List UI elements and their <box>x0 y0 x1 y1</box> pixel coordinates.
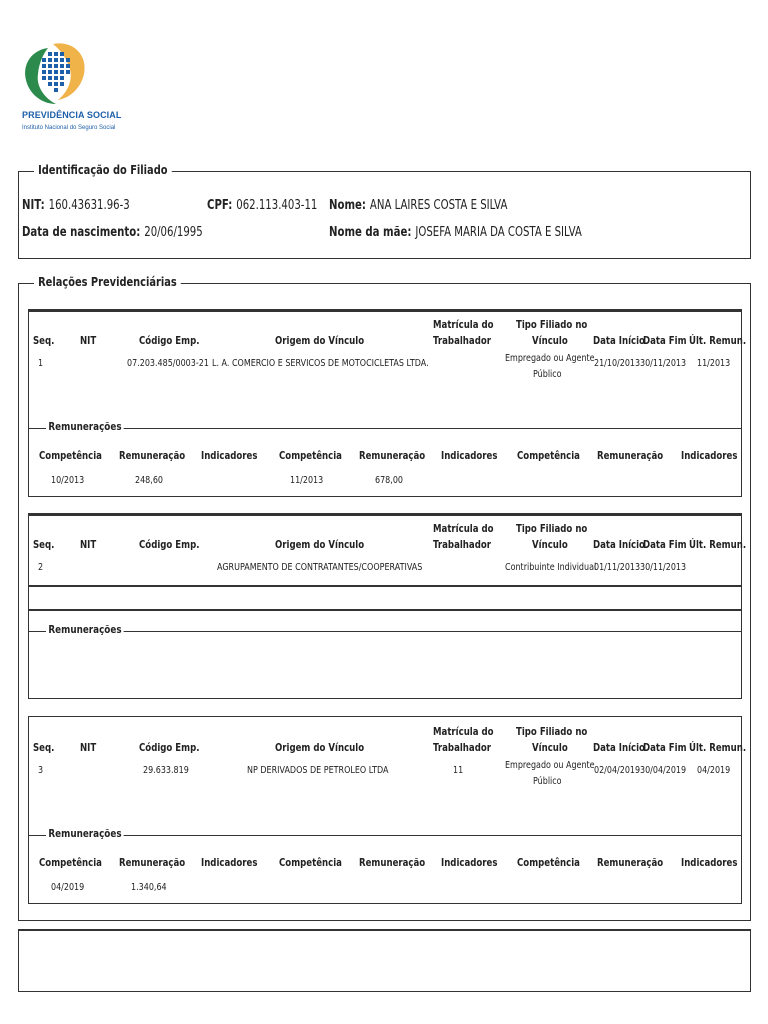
header-codigo: Código Emp. <box>139 538 200 551</box>
header-fim: Data Fim <box>643 741 687 754</box>
header-nit: NIT <box>80 741 97 754</box>
footer-box <box>18 929 751 992</box>
header-fim: Data Fim <box>643 538 687 551</box>
vinculo-record-3 <box>28 716 747 904</box>
rem-comp: 10/2013 <box>51 475 85 486</box>
rem-header-comp-1: Competência <box>39 856 102 869</box>
header-matricula-2: Trabalhador <box>433 334 491 347</box>
header-matricula-2: Trabalhador <box>433 538 491 551</box>
record-origem: L. A. COMERCIO E SERVICOS DE MOTOCICLETAS LTDA. <box>212 358 429 369</box>
rem-valor: 248,60 <box>135 475 163 486</box>
nascimento-label: Data de nascimento: <box>22 225 141 240</box>
header-seq: Seq. <box>33 741 55 754</box>
rem-header-ind-3: Indicadores <box>681 449 738 462</box>
header-tipo-1: Tipo Filiado no <box>516 725 588 738</box>
header-matricula-1: Matrícula do <box>433 725 494 738</box>
header-codigo: Código Emp. <box>139 334 200 347</box>
record-inicio: 02/04/2019 <box>594 765 641 776</box>
header-matricula-1: Matrícula do <box>433 318 494 331</box>
remuneracoes-legend: Remunerações <box>46 623 124 636</box>
record-tipo-2: Público <box>533 369 562 380</box>
header-matricula-2: Trabalhador <box>433 741 491 754</box>
rem-header-ind-2: Indicadores <box>441 856 498 869</box>
rem-comp: 04/2019 <box>51 882 85 893</box>
record-seq: 2 <box>38 562 44 573</box>
mae-field <box>329 221 582 240</box>
header-ult: Últ. Remun. <box>689 538 747 551</box>
nome-label: Nome: <box>329 198 366 213</box>
rem-header-rem-3: Remuneração <box>597 449 664 462</box>
header-codigo: Código Emp. <box>139 741 200 754</box>
record-ult: 11/2013 <box>697 358 731 369</box>
identificacao-box <box>18 171 751 259</box>
header-inicio: Data Início <box>593 334 645 347</box>
header-seq: Seq. <box>33 538 55 551</box>
vinculo-record-2 <box>28 513 747 699</box>
header-matricula-1: Matrícula do <box>433 522 494 535</box>
header-inicio: Data Início <box>593 741 645 754</box>
rem-header-ind-1: Indicadores <box>201 856 258 869</box>
nome-value: ANA LAIRES COSTA E SILVA <box>369 198 508 213</box>
cpf-value: 062.113.403-11 <box>236 198 318 213</box>
record-tipo-1: Empregado ou Agente <box>505 353 595 364</box>
record-tipo-2: Público <box>533 776 562 787</box>
record-origem: AGRUPAMENTO DE CONTRATANTES/COOPERATIVAS <box>217 562 423 573</box>
header-ult: Últ. Remun. <box>689 741 747 754</box>
header-tipo-1: Tipo Filiado no <box>516 522 588 535</box>
header-nit: NIT <box>80 334 97 347</box>
nascimento-field <box>22 221 203 240</box>
identificacao-legend: Identificação do Filiado <box>34 163 172 177</box>
rem-header-comp-1: Competência <box>39 449 102 462</box>
header-origem: Origem do Vínculo <box>275 741 365 754</box>
record-tipo-1: Empregado ou Agente <box>505 760 595 771</box>
nit-field <box>22 194 130 213</box>
nascimento-value: 20/06/1995 <box>144 225 203 240</box>
remuneracoes-legend: Remunerações <box>46 827 124 840</box>
record-fim: 30/11/2013 <box>640 562 687 573</box>
header-tipo-2: Vínculo <box>532 741 568 754</box>
rem-header-comp-2: Competência <box>279 856 342 869</box>
rem-valor: 678,00 <box>375 475 403 486</box>
vinculo-record-1 <box>28 309 747 497</box>
record-codigo: 29.633.819 <box>143 765 189 776</box>
mae-value: JOSEFA MARIA DA COSTA E SILVA <box>415 225 582 240</box>
header-tipo-2: Vínculo <box>532 538 568 551</box>
cpf-field <box>207 194 317 213</box>
rem-valor: 1.340,64 <box>131 882 167 893</box>
rem-header-rem-2: Remuneração <box>359 856 426 869</box>
rem-header-ind-2: Indicadores <box>441 449 498 462</box>
header-tipo-2: Vínculo <box>532 334 568 347</box>
header-tipo-1: Tipo Filiado no <box>516 318 588 331</box>
record-tipo-1: Contribuinte Individual <box>505 562 597 573</box>
record-seq: 1 <box>38 358 44 369</box>
nit-value: 160.43631.96-3 <box>48 198 130 213</box>
cpf-label: CPF: <box>207 198 233 213</box>
rem-header-rem-2: Remuneração <box>359 449 426 462</box>
record-ult: 04/2019 <box>697 765 731 776</box>
rem-header-comp-3: Competência <box>517 856 580 869</box>
logo-brand-text: PREVIDÊNCIA SOCIAL <box>22 110 122 120</box>
record-fim: 30/04/2019 <box>640 765 687 776</box>
header-fim: Data Fim <box>643 334 687 347</box>
record-origem: NP DERIVADOS DE PETROLEO LTDA <box>247 765 389 776</box>
record-matricula: 11 <box>453 765 464 776</box>
record-inicio: 21/10/2013 <box>594 358 641 369</box>
rem-header-rem-3: Remuneração <box>597 856 664 869</box>
rem-header-ind-3: Indicadores <box>681 856 738 869</box>
mae-label: Nome da mãe: <box>329 225 412 240</box>
previdencia-logo <box>18 38 122 142</box>
record-fim: 30/11/2013 <box>640 358 687 369</box>
previdencia-logo-icon <box>18 38 88 110</box>
header-nit: NIT <box>80 538 97 551</box>
rem-header-comp-2: Competência <box>279 449 342 462</box>
rem-comp: 11/2013 <box>290 475 324 486</box>
nome-field <box>329 194 507 213</box>
header-inicio: Data Início <box>593 538 645 551</box>
header-seq: Seq. <box>33 334 55 347</box>
remuneracoes-legend: Remunerações <box>46 420 124 433</box>
record-seq: 3 <box>38 765 44 776</box>
header-ult: Últ. Remun. <box>689 334 747 347</box>
header-origem: Origem do Vínculo <box>275 334 365 347</box>
logo-subtitle-text: Instituto Nacional do Seguro Social <box>22 125 116 131</box>
rem-header-ind-1: Indicadores <box>201 449 258 462</box>
header-origem: Origem do Vínculo <box>275 538 365 551</box>
rem-header-rem-1: Remuneração <box>119 449 186 462</box>
nit-label: NIT: <box>22 198 45 213</box>
record-codigo: 07.203.485/0003-21 <box>127 358 209 369</box>
rem-header-rem-1: Remuneração <box>119 856 186 869</box>
rem-header-comp-3: Competência <box>517 449 580 462</box>
record-inicio: 01/11/2013 <box>594 562 641 573</box>
relacoes-legend: Relações Previdenciárias <box>34 275 181 289</box>
